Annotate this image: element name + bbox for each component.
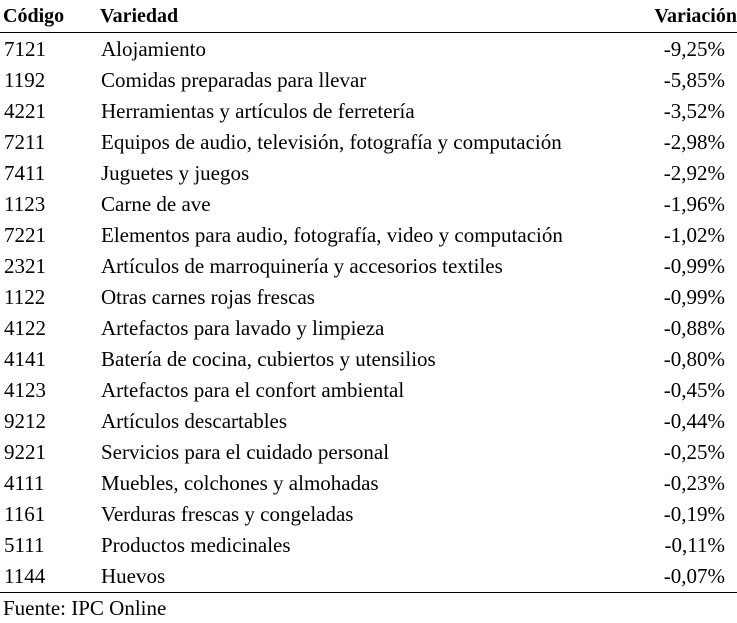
cell-code: 7411 xyxy=(4,161,46,185)
cell-variation: -0,99% xyxy=(663,254,725,278)
table-row xyxy=(0,95,737,126)
cell-variety: Artículos de marroquinería y accesorios textiles xyxy=(101,254,503,278)
cell-variation: -2,92% xyxy=(663,161,725,185)
cell-code: 5111 xyxy=(4,533,45,557)
cell-variation: -0,99% xyxy=(663,285,725,309)
cell-variation: -0,25% xyxy=(663,440,725,464)
cell-variety: Muebles, colchones y almohadas xyxy=(101,471,379,495)
cell-variety: Otras carnes rojas frescas xyxy=(101,285,315,309)
cell-code: 9212 xyxy=(4,409,46,433)
table-row xyxy=(0,343,737,374)
cell-code: 4122 xyxy=(4,316,46,340)
cell-code: 7221 xyxy=(4,223,46,247)
table-row xyxy=(0,64,737,95)
header-code: Código xyxy=(3,5,65,27)
cell-variety: Artefactos para el confort ambiental xyxy=(101,378,405,402)
table-body xyxy=(0,33,737,591)
cell-variation: -5,85% xyxy=(663,68,725,92)
header-variety: Variedad xyxy=(100,5,179,27)
cell-variety: Carne de ave xyxy=(101,192,211,216)
cell-variety: Batería de cocina, cubiertos y utensilios xyxy=(101,347,436,371)
cell-variation: -0,45% xyxy=(663,378,725,402)
source-note xyxy=(0,593,737,623)
table-row xyxy=(0,467,737,498)
cell-variety: Huevos xyxy=(101,564,166,588)
cell-variation: -0,80% xyxy=(663,347,725,371)
table-row xyxy=(0,188,737,219)
cell-code: 2321 xyxy=(4,254,46,278)
cell-variation: -0,23% xyxy=(663,471,725,495)
table-row xyxy=(0,436,737,467)
cell-code: 4111 xyxy=(4,471,45,495)
cell-variation: -0,19% xyxy=(663,502,725,526)
table-row xyxy=(0,498,737,529)
cell-code: 1144 xyxy=(4,564,46,588)
cell-variety: Servicios para el cuidado personal xyxy=(101,440,390,464)
cell-code: 7121 xyxy=(4,37,46,61)
cell-variety: Herramientas y artículos de ferretería xyxy=(101,99,415,123)
cell-variation: -3,52% xyxy=(663,99,725,123)
table-row xyxy=(0,219,737,250)
table-row xyxy=(0,405,737,436)
table-header xyxy=(0,0,737,33)
cell-variety: Alojamiento xyxy=(101,37,206,61)
cell-code: 1161 xyxy=(4,502,46,526)
cell-variety: Comidas preparadas para llevar xyxy=(101,68,367,92)
source-text: Fuente: IPC Online xyxy=(3,596,167,620)
cell-variation: -0,88% xyxy=(663,316,725,340)
cell-code: 1192 xyxy=(4,68,46,92)
cell-variety: Artefactos para lavado y limpieza xyxy=(101,316,385,340)
table-row xyxy=(0,33,737,64)
cell-code: 4221 xyxy=(4,99,46,123)
table-row xyxy=(0,560,737,591)
cell-variation: -0,11% xyxy=(664,533,725,557)
cell-code: 4141 xyxy=(4,347,46,371)
cell-code: 7211 xyxy=(4,130,46,154)
table-row xyxy=(0,529,737,560)
cell-code: 1122 xyxy=(4,285,46,309)
cell-variety: Juguetes y juegos xyxy=(101,161,250,185)
table-row xyxy=(0,281,737,312)
cell-variation: -0,07% xyxy=(663,564,725,588)
cell-code: 1123 xyxy=(4,192,46,216)
table-row xyxy=(0,374,737,405)
cell-variation: -1,96% xyxy=(663,192,725,216)
cell-variety: Artículos descartables xyxy=(101,409,288,433)
table-row xyxy=(0,250,737,281)
cell-variation: -2,98% xyxy=(663,130,725,154)
cell-variation: -9,25% xyxy=(663,37,725,61)
table-row xyxy=(0,126,737,157)
table-row xyxy=(0,157,737,188)
cell-variety: Verduras frescas y congeladas xyxy=(101,502,354,526)
cell-code: 9221 xyxy=(4,440,46,464)
cell-variety: Equipos de audio, televisión, fotografía y computación xyxy=(101,130,562,154)
cell-variety: Productos medicinales xyxy=(101,533,291,557)
cell-code: 4123 xyxy=(4,378,46,402)
header-variation: Variación xyxy=(654,5,737,27)
cell-variety: Elementos para audio, fotografía, video y computación xyxy=(101,223,563,247)
table-row xyxy=(0,312,737,343)
cell-variation: -0,44% xyxy=(663,409,725,433)
cell-variation: -1,02% xyxy=(663,223,725,247)
